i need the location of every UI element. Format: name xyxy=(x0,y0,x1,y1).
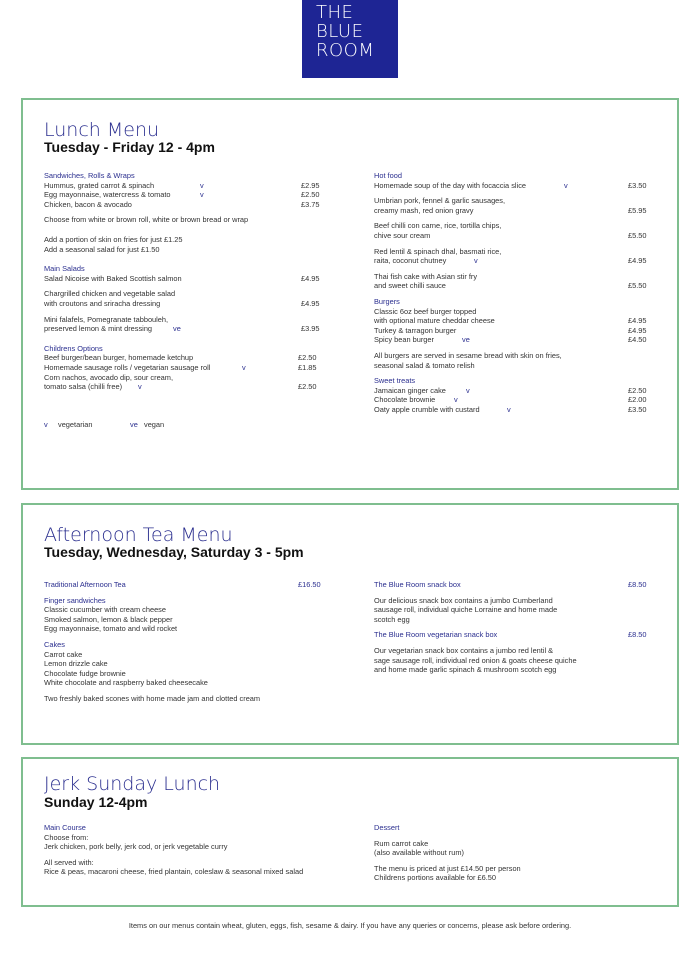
lunch-menu-panel xyxy=(21,98,679,490)
item-price: £2.50 xyxy=(301,190,320,200)
diet-tag: v xyxy=(138,382,142,392)
logo-line: THE xyxy=(316,2,354,23)
section-heading: Finger sandwiches xyxy=(44,595,106,605)
menu-item xyxy=(374,580,664,590)
menu-item xyxy=(374,395,664,405)
item-price: £2.95 xyxy=(301,180,320,190)
item-description: Our delicious snack box contains a jumbo Cumberland xyxy=(374,595,553,605)
item-price: £4.95 xyxy=(301,298,320,308)
item-description: sage sausage roll, individual red onion & goats cheese quiche xyxy=(374,655,577,665)
item-name: with croutons and sriracha dressing xyxy=(44,298,161,308)
diet-tag: v xyxy=(507,404,511,414)
menu-item xyxy=(374,231,664,241)
item-name: Traditional Afternoon Tea xyxy=(44,580,126,589)
menu-item xyxy=(44,190,324,200)
diet-tag: ve xyxy=(173,324,181,334)
item-price: £4.50 xyxy=(628,335,647,345)
allergen-footer: Items on our menus contain wheat, gluten, eggs, fish, sesame & dairy. If you have any queries or concerns, please ask before ordering. xyxy=(128,921,572,930)
list-item: Chocolate fudge brownie xyxy=(44,668,126,678)
item-name: and sweet chilli sauce xyxy=(374,281,446,291)
item-price: £5.50 xyxy=(628,230,647,240)
item-name: chive sour cream xyxy=(374,230,431,240)
menu-item xyxy=(44,324,324,334)
section-heading: Dessert xyxy=(374,823,400,832)
diet-tag: v xyxy=(200,190,204,200)
item-name: raita, coconut chutney xyxy=(374,256,447,266)
menu-note: Choose from white or brown roll, white or brown bread or wrap xyxy=(44,215,249,225)
section-heading: Main Course xyxy=(44,823,86,832)
section-heading: Main Salads xyxy=(44,264,85,274)
diet-tag: v xyxy=(454,395,458,405)
diet-tag: v xyxy=(474,256,478,266)
menu-note: Add a portion of skin on fries for just £1.25 xyxy=(44,234,183,244)
list-item: Classic cucumber with cream cheese xyxy=(44,605,166,615)
item-price: £4.95 xyxy=(628,325,647,335)
diet-tag: v xyxy=(200,180,204,190)
menu-item xyxy=(44,274,324,284)
tea-left-column xyxy=(44,580,344,704)
menu-item xyxy=(374,256,664,266)
item-price: £8.50 xyxy=(628,630,647,640)
lunch-title: Lunch Menu xyxy=(44,119,160,141)
list-item: White chocolate and raspberry baked cheesecake xyxy=(44,678,208,688)
jerk-hours: Sunday 12-4pm xyxy=(44,794,148,810)
menu-item xyxy=(44,382,324,392)
item-name: Homemade sausage rolls / vegetarian sausage roll xyxy=(44,362,211,372)
menu-note: The menu is priced at just £14.50 per person xyxy=(374,863,521,873)
menu-note: Two freshly baked scones with home made jam and clotted cream xyxy=(44,693,261,703)
item-price: £4.95 xyxy=(628,256,647,266)
item-name: Hummus, grated carrot & spinach xyxy=(44,180,155,190)
item-description: sausage roll, individual quiche Lorraine and home made xyxy=(374,605,558,615)
item-description: and home made garlic spinach & mushroom scotch egg xyxy=(374,665,557,675)
lunch-left-column xyxy=(44,171,324,429)
brand-logo xyxy=(302,0,398,78)
menu-item xyxy=(374,335,664,345)
list-item: Egg mayonnaise, tomato and wild rocket xyxy=(44,624,178,634)
item-name: Salad Nicoise with Baked Scottish salmon xyxy=(44,273,182,283)
list-item: Smoked salmon, lemon & black pepper xyxy=(44,614,173,624)
item-name: Turkey & tarragon burger xyxy=(374,325,457,335)
item-price: £3.95 xyxy=(301,324,320,334)
menu-item xyxy=(44,353,324,363)
menu-note: All burgers are served in sesame bread with skin on fries, xyxy=(374,350,562,360)
logo-line: BLUE xyxy=(316,21,364,42)
legend-label: vegetarian xyxy=(58,419,93,429)
menu-item xyxy=(44,181,324,191)
item-name: Homemade soup of the day with focaccia slice xyxy=(374,180,526,190)
afternoon-tea-panel xyxy=(21,503,679,745)
item-price: £4.95 xyxy=(628,316,647,326)
item-name: preserved lemon & mint dressing xyxy=(44,324,153,334)
item-price: £1.85 xyxy=(298,362,317,372)
menu-note: Add a seasonal salad for just £1.50 xyxy=(44,244,160,254)
menu-note: (also available without rum) xyxy=(374,848,464,858)
section-heading: Childrens Options xyxy=(44,343,103,353)
item-price: £2.00 xyxy=(628,395,647,405)
menu-item xyxy=(44,580,344,590)
item-description: Our vegetarian snack box contains a jumbo red lentil & xyxy=(374,645,554,655)
item-price: £5.50 xyxy=(628,281,647,291)
item-description: scotch egg xyxy=(374,614,410,624)
item-name: Classic 6oz beef burger topped xyxy=(374,306,477,316)
item-name: The Blue Room snack box xyxy=(374,580,461,589)
menu-item xyxy=(374,316,664,326)
diet-tag: v xyxy=(242,362,246,372)
item-price: £8.50 xyxy=(628,580,647,589)
item-price: £2.50 xyxy=(628,385,647,395)
item-price: £2.50 xyxy=(298,382,317,392)
section-heading: Sandwiches, Rolls & Wraps xyxy=(44,171,135,180)
tea-title: Afternoon Tea Menu xyxy=(44,524,233,546)
menu-note: Childrens portions available for £6.50 xyxy=(374,873,497,883)
menu-item xyxy=(374,326,664,336)
item-price: £3.50 xyxy=(628,404,647,414)
item-name: Umbrian pork, fennel & garlic sausages, xyxy=(374,196,506,206)
legend-label: vegan xyxy=(144,419,165,429)
item-name: Egg mayonnaise, watercress & tomato xyxy=(44,190,171,200)
section-heading: Cakes xyxy=(44,639,65,649)
menu-item xyxy=(374,386,664,396)
item-name: Beef burger/bean burger, homemade ketchup xyxy=(44,353,194,363)
menu-item xyxy=(374,405,664,415)
diet-tag: ve xyxy=(462,335,470,345)
item-name: Chargrilled chicken and vegetable salad xyxy=(44,289,176,299)
diet-legend xyxy=(44,420,324,430)
item-price: £3.50 xyxy=(628,180,647,190)
menu-item xyxy=(374,281,664,291)
menu-note: Choose from: xyxy=(44,832,89,842)
menu-item xyxy=(44,363,324,373)
tea-right-column xyxy=(374,580,664,675)
menu-note: Rum carrot cake xyxy=(374,838,429,848)
item-name: Red lentil & spinach dhal, basmati rice, xyxy=(374,246,502,256)
diet-tag: v xyxy=(564,180,568,190)
item-name: Chocolate brownie xyxy=(374,395,436,405)
item-name: Spicy bean burger xyxy=(374,335,434,345)
item-name: tomato salsa (chilli free) xyxy=(44,382,123,392)
logo-line: ROOM xyxy=(316,40,375,61)
menu-item xyxy=(44,200,324,210)
lunch-right-column xyxy=(374,171,664,414)
menu-item xyxy=(374,630,664,640)
lunch-hours: Tuesday - Friday 12 - 4pm xyxy=(44,139,215,155)
menu-item xyxy=(374,206,664,216)
item-price: £3.75 xyxy=(301,199,320,209)
menu-note: Jerk chicken, pork belly, jerk cod, or jerk vegetable curry xyxy=(44,842,228,852)
item-name: Chicken, bacon & avocado xyxy=(44,199,132,209)
legend-symbol: ve xyxy=(130,419,138,429)
legend-symbol: v xyxy=(44,419,48,429)
menu-note: All served with: xyxy=(44,857,94,867)
jerk-sunday-panel xyxy=(21,757,679,907)
item-price: £4.95 xyxy=(301,273,320,283)
item-name: Thai fish cake with Asian stir fry xyxy=(374,271,478,281)
section-heading: Burgers xyxy=(374,296,400,306)
item-name: creamy mash, red onion gravy xyxy=(374,205,474,215)
section-heading: Hot food xyxy=(374,171,402,180)
item-price: £2.50 xyxy=(298,353,317,363)
item-price: £16.50 xyxy=(298,580,321,589)
menu-item xyxy=(44,299,324,309)
jerk-right-column xyxy=(374,823,664,883)
item-name: Mini falafels, Pomegranate tabbouleh, xyxy=(44,314,169,324)
tea-hours: Tuesday, Wednesday, Saturday 3 - 5pm xyxy=(44,544,304,560)
item-name: Corn nachos, avocado dip, sour cream, xyxy=(44,372,173,382)
menu-item xyxy=(374,181,664,191)
item-name: Oaty apple crumble with custard xyxy=(374,404,480,414)
item-name: Beef chilli con carne, rice, tortilla chips, xyxy=(374,221,502,231)
section-heading: Sweet treats xyxy=(374,376,416,386)
diet-tag: v xyxy=(466,385,470,395)
item-name: with optional mature cheddar cheese xyxy=(374,316,495,326)
jerk-title: Jerk Sunday Lunch xyxy=(44,773,221,795)
menu-note: Rice & peas, macaroni cheese, fried plantain, coleslaw & seasonal mixed salad xyxy=(44,867,304,877)
item-price: £5.95 xyxy=(628,205,647,215)
list-item: Lemon drizzle cake xyxy=(44,659,108,669)
jerk-left-column xyxy=(44,823,364,877)
item-name: The Blue Room vegetarian snack box xyxy=(374,630,498,640)
item-name: Jamaican ginger cake xyxy=(374,385,446,395)
menu-note: seasonal salad & tomato relish xyxy=(374,360,475,370)
list-item: Carrot cake xyxy=(44,649,83,659)
